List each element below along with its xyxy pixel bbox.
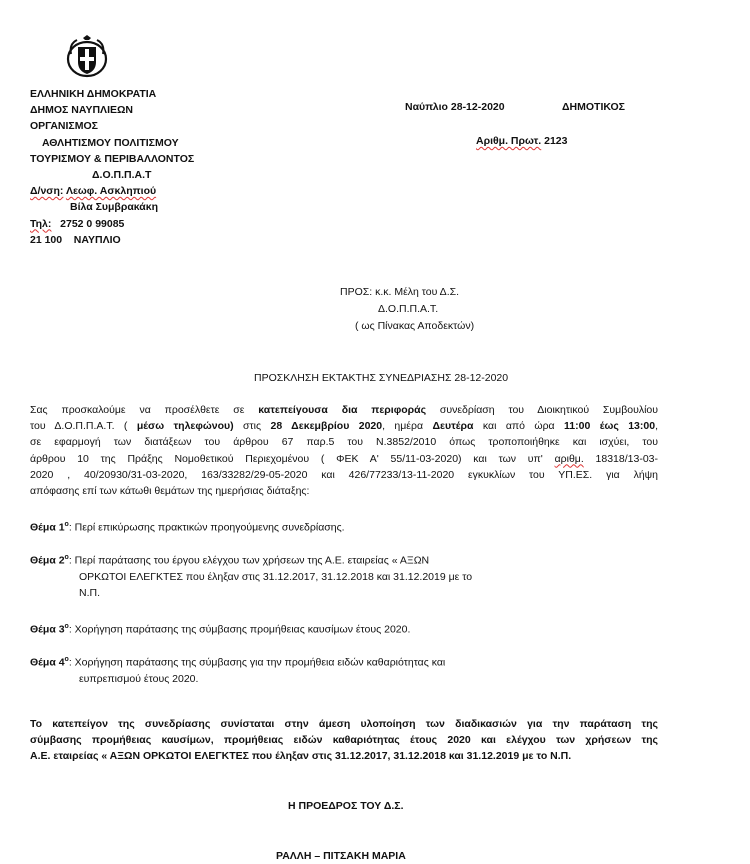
sender-line: Δ.Ο.Π.Π.Α.Τ xyxy=(92,169,152,182)
recipient-line-3: ( ως Πίνακας Αποδεκτών) xyxy=(355,320,475,332)
sender-line: ΤΟΥΡΙΣΜΟΥ & ΠΕΡΙΒΑΛΛΟΝΤΟΣ xyxy=(30,152,195,165)
urgency-line: Α.Ε. εταιρείας « ΑΞΩΝ ΟΡΚΩΤΟΙ ΕΛΕΓΚΤΕΣ που έληξαν στις 31.12.2017, 31.12.2018 και 31.12.2019 με το Ν.Π. xyxy=(30,750,572,763)
address-label: Δ/νση: xyxy=(30,185,64,198)
urgency-line: Το κατεπείγον της συνεδρίασης συνίσταται στην άμεση υλοποίηση των διαδικασιών για την παράταση της xyxy=(30,718,658,730)
intro-line: του Δ.Ο.Π.Π.Α.Τ. ( μέσω τηλεφώνου) στις 28 Δεκεμβρίου 2020, ημέρα Δευτέρα και από ώρα 11:00 έως 13:00, xyxy=(30,420,658,433)
protocol-line xyxy=(476,134,567,149)
city: ΝΑΥΠΛΙΟ xyxy=(73,233,121,246)
agenda-item-3: Θέμα $3^o$: Χορήγηση παράτασης της σύμβασης προμήθειας καυσίμων έτους 2020. xyxy=(30,623,411,636)
agenda-item-2: Θέμα $2^o$: Περί παράτασης του έργου ελέγχου των χρήσεων της Α.Ε. εταιρείας « ΑΞΩΝ ΟΡΚΩΤΟΙ ΕΛΕΓΚΤΕΣ που έληξαν στις 31.12.2017, 31.12.2018 και 31.12.2019 με το Ν.Π. xyxy=(30,554,473,599)
agenda-item-1: Θέμα $1^o$: Περί επικύρωσης πρακτικών προηγούμενης συνεδρίασης. xyxy=(30,521,345,534)
intro-line: απόφασης επί των κάτωθι θεμάτων της ημερήσιας διάταξης: xyxy=(30,485,310,498)
recipient-line-2: Δ.Ο.Π.Π.Α.Τ. xyxy=(378,303,439,315)
phone-value: 2752 0 99085 xyxy=(60,217,125,230)
sender-line: ΕΛΛΗΝΙΚΗ ΔΗΜΟΚΡΑΤΙΑ xyxy=(30,88,157,100)
signature-name: ΡΑΛΛΗ – ΠΙΤΣΑΚΗ ΜΑΡΙΑ xyxy=(276,850,406,862)
intro-line: 2020 , 40/20930/31-03-2020, 163/33282/29-05-2020 και 426/77233/13-11-2020 εγκυκλίων του ΥΠ.ΕΣ. για λήψη xyxy=(30,468,658,481)
protocol-number: 2123 xyxy=(544,135,568,147)
address-value: Λεωφ. Ασκληπιού xyxy=(65,185,157,198)
postcode-line xyxy=(30,232,194,248)
place-date: Ναύπλιο 28-12-2020 xyxy=(405,101,505,113)
greek-coat-of-arms-icon xyxy=(65,34,109,78)
intro-line: σε εφαρμογή των διατάξεων του άρθρου 67 παρ.5 του Ν.3852/2010 όπως τροποποιήθηκε και ισχύει, του xyxy=(30,436,658,449)
urgency-line: σύμβασης προμήθειας καυσίμων, προμήθειας ειδών καθαριότητας έτους 2020 και ελέγχου των χρήσεων της xyxy=(30,734,658,747)
agenda-item-4: Θέμα $4^o$: Χορήγηση παράτασης της σύμβασης για την προμήθεια ειδών καθαριότητας και ευπρεπισμού έτους 2020. xyxy=(30,656,446,685)
sender-line: ΔΗΜΟΣ ΝΑΥΠΛΙΕΩΝ xyxy=(30,104,133,117)
intro-line: άρθρου 10 της Πράξης Νομοθετικού Περιεχομένου ( ΦΕΚ Α' 55/11-03-2020) και των υπ' αριθμ. 18318/13-03- xyxy=(30,452,659,465)
sender-line: ΑΘΛΗΤΙΣΜΟΥ ΠΟΛΙΤΙΣΜΟΥ xyxy=(42,136,179,149)
postcode: 21 100 xyxy=(30,233,63,246)
protocol-label: Αριθμ. Πρωτ. xyxy=(476,135,542,147)
recipient-line-1: ΠΡΟΣ: κ.κ. Μέλη του Δ.Σ. xyxy=(340,286,460,298)
address-line xyxy=(30,183,194,199)
category-label: ΔΗΜΟΤΙΚΟΣ xyxy=(562,101,625,113)
intro-paragraph xyxy=(30,402,658,499)
intro-line: Σας προσκαλούμε να προσέλθετε σε κατεπείγουσα δια περιφοράς συνεδρίαση του Διοικητικού Συμβουλίου xyxy=(30,404,658,416)
address-line-2: Βίλα Συμβρακάκη xyxy=(70,201,159,214)
document-title: ΠΡΟΣΚΛΗΣΗ ΕΚΤΑΚΤΗΣ ΣΥΝΕΔΡΙΑΣΗΣ 28-12-2020 xyxy=(254,372,509,384)
phone-line xyxy=(30,216,194,232)
sender-line: ΟΡΓΑΝΙΣΜΟΣ xyxy=(30,120,98,133)
phone-label: Τηλ: xyxy=(30,217,52,230)
signature-role: Η ΠΡΟΕΔΡΟΣ ΤΟΥ Δ.Σ. xyxy=(288,800,404,812)
sender-block xyxy=(30,86,194,248)
urgency-paragraph xyxy=(30,716,658,765)
